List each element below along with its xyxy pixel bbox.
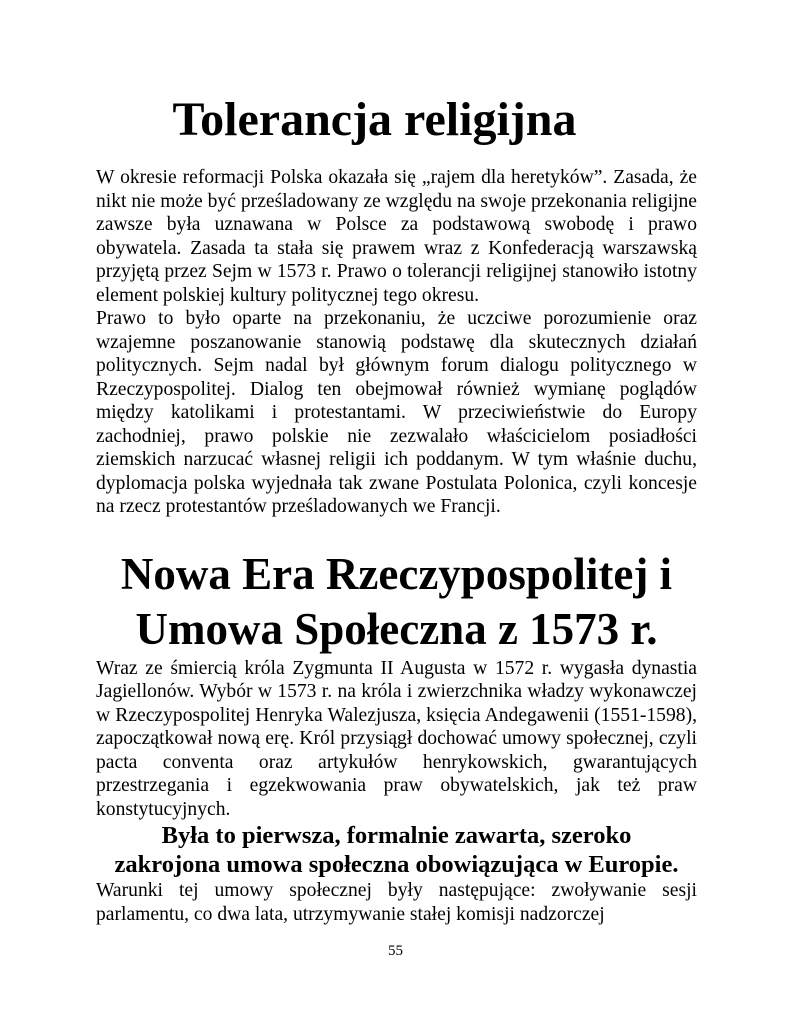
paragraph-dialogue: Prawo to było oparte na przekonaniu, że uczciwe porozumienie oraz wzajemne poszanowanie stanowią podstawę dla skutecznych działań politycznych. Sejm nadal był głównym forum dialogu politycznego w Rzeczypospolitej. Dialog ten obejmował również wymianę poglądów między katolikami i protestantami. W przeciwieństwie do Europy zachodniej, prawo polskie nie zezwalało właścicielom posiadłości ziemskich narzucać własnej religii ich poddanym. W tym właśnie duchu, dyplomacja polska wyjednała tak zwane Postulata Polonica, czyli koncesje na rzecz protestantów prześladowanych we Francji. — [96, 308, 697, 517]
document-page — [96, 88, 697, 926]
section-title-new-era-line-2: Umowa Społeczna z 1573 r. — [135, 603, 658, 654]
paragraph-contract-terms: Warunki tej umowy społecznej były następujące: zwoływanie sesji parlamentu, co dwa lata, utrzymywanie stałej komisji nadzorczej — [96, 880, 697, 925]
page-number: 55 — [388, 943, 403, 959]
subheading-social-contract — [96, 821, 697, 879]
subheading-line-1: Była to pierwsza, formalnie zawarta, szeroko — [161, 822, 632, 849]
subheading-line-2: zakrojona umowa społeczna obowiązująca w Europie. — [114, 851, 679, 878]
section-title-new-era — [96, 547, 697, 657]
paragraph-reformation: W okresie reformacji Polska okazała się „rajem dla heretyków”. Zasada, że nikt nie może być prześladowany ze względu na swoje przekonania religijne zawsze była uznawana w Polsce za podstawową swobodę i prawo obywatela. Zasada ta stała się prawem wraz z Konfederacją warszawską przyjętą przez Sejm w 1573 r. Prawo o tolerancji religijnej stanowiło istotny element polskiej kultury politycznej tego okresu. — [96, 167, 697, 306]
paragraph-jagiellonian-end: Wraz ze śmiercią króla Zygmunta II Augusta w 1572 r. wygasła dynastia Jagiellonów. Wybór w 1573 r. na króla i zwierzchnika władzy wykonawczej w Rzeczypospolitej Henryka Walezjusza, księcia Andegawenii (1551-1598), zapoczątkował nową erę. Król przysiągł dochować umowy społecznej, czyli pacta conventa oraz artykułów henrykowskich, gwarantujących przestrzegania i egzekwowania praw obywatelskich, jak też praw konstytucyjnych. — [96, 657, 697, 820]
section-title-new-era-line-1: Nowa Era Rzeczypospolitej i — [120, 548, 673, 599]
section-title-religious-tolerance: Tolerancja religijna — [172, 93, 577, 146]
